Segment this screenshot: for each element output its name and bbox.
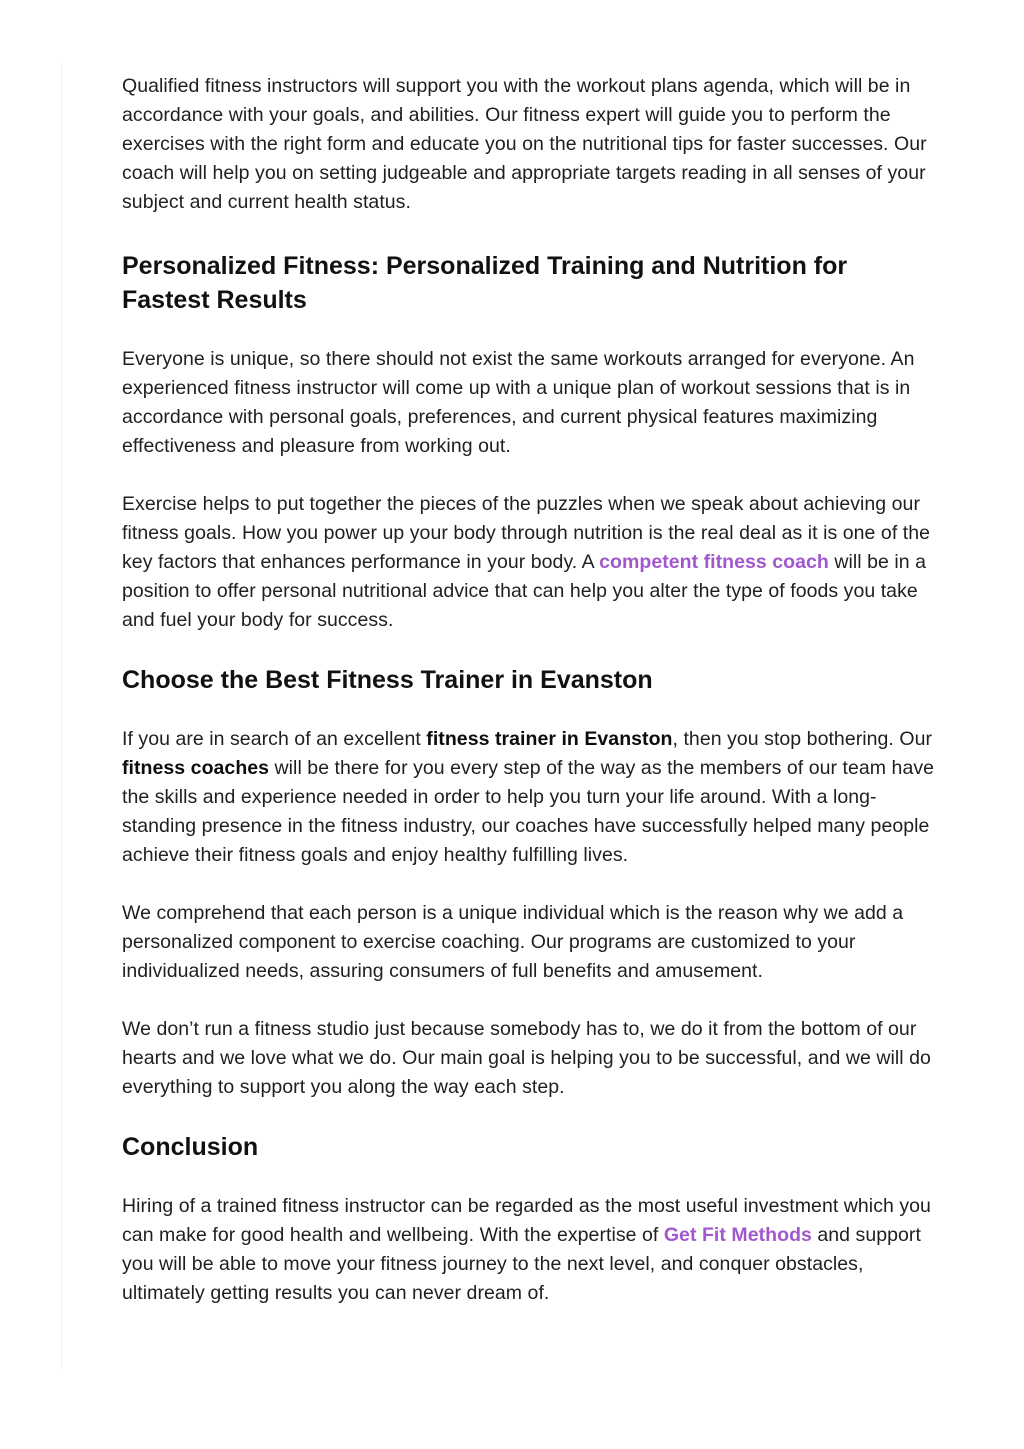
heading-personalized-fitness: Personalized Fitness: Personalized Training and Nutrition for Fastest Results	[122, 252, 848, 314]
personalized-paragraph-2-text-b: will be in a position to offer personal nutritional advice that can help you alter the type of foods you take and fuel your body for success.	[122, 551, 927, 631]
fitness-trainer-evanston-emphasis: fitness trainer in Evanston	[426, 728, 673, 750]
personalized-paragraph-1: Everyone is unique, so there should not exist the same workouts arranged for everyone. An experienced fitness instructor will come up with a unique plan of workout sessions that is in accordance with personal goals, preferences, and current physical features maximizing effectiveness and pleasure from working out.	[122, 348, 915, 457]
conclusion-paragraph	[122, 1192, 937, 1308]
choose-paragraph-1-text-b: , then you stop bothering. Our	[672, 728, 933, 750]
heading-conclusion: Conclusion	[122, 1133, 259, 1161]
choose-paragraph-3: We don’t run a fitness studio just because somebody has to, we do it from the bottom of our hearts and we love what we do. Our main goal is helping you to be successful, and we will do everything to support you along the way each step.	[122, 1018, 931, 1098]
conclusion-paragraph-text-b: and support you will be able to move your fitness journey to the next level, and conquer obstacles, ultimately getting results you can never dream of.	[122, 1224, 921, 1304]
conclusion-paragraph-text-a: Hiring of a trained fitness instructor can be regarded as the most useful investment which you can make for good health and wellbeing. With the expertise of	[122, 1195, 931, 1246]
choose-paragraph-1-text-a: If you are in search of an excellent	[122, 728, 427, 750]
choose-paragraph-1-text-c: will be there for you every step of the way as the members of our team have the skills and experience needed in order to help you turn your life around. With a long-standing presence in the fitness industry, our coaches have successfully helped many people achieve their fitness goals and enjoy healthy fulfilling lives.	[122, 757, 935, 866]
choose-paragraph-2: We comprehend that each person is a unique individual which is the reason why we add a personalized component to exercise coaching. Our programs are customized to your individualized needs, assuring consumers of full benefits and amusement.	[122, 902, 904, 982]
intro-paragraph: Qualified fitness instructors will support you with the workout plans agenda, which will be in accordance with your goals, and abilities. Our fitness expert will guide you to perform the exercises with the right form and educate you on the nutritional tips for faster successes. Our coach will help you on setting judgeable and appropriate targets reading in all senses of your subject and current health status.	[122, 75, 927, 213]
article-body	[122, 72, 937, 1308]
page-edge-line	[61, 62, 62, 1370]
competent-fitness-coach-link[interactable]: competent fitness coach	[599, 551, 829, 573]
personalized-paragraph-2-text-a: Exercise helps to put together the pieces of the puzzles when we speak about achieving our fitness goals. How you power up your body through nutrition is the real deal as it is one of the key factors that enhances performance in your body. A	[122, 493, 931, 573]
fitness-coaches-emphasis: fitness coaches	[122, 757, 270, 779]
personalized-paragraph-2	[122, 490, 937, 635]
get-fit-methods-link[interactable]: Get Fit Methods	[663, 1224, 812, 1246]
heading-choose-trainer: Choose the Best Fitness Trainer in Evanston	[122, 666, 653, 694]
choose-paragraph-1	[122, 725, 937, 870]
